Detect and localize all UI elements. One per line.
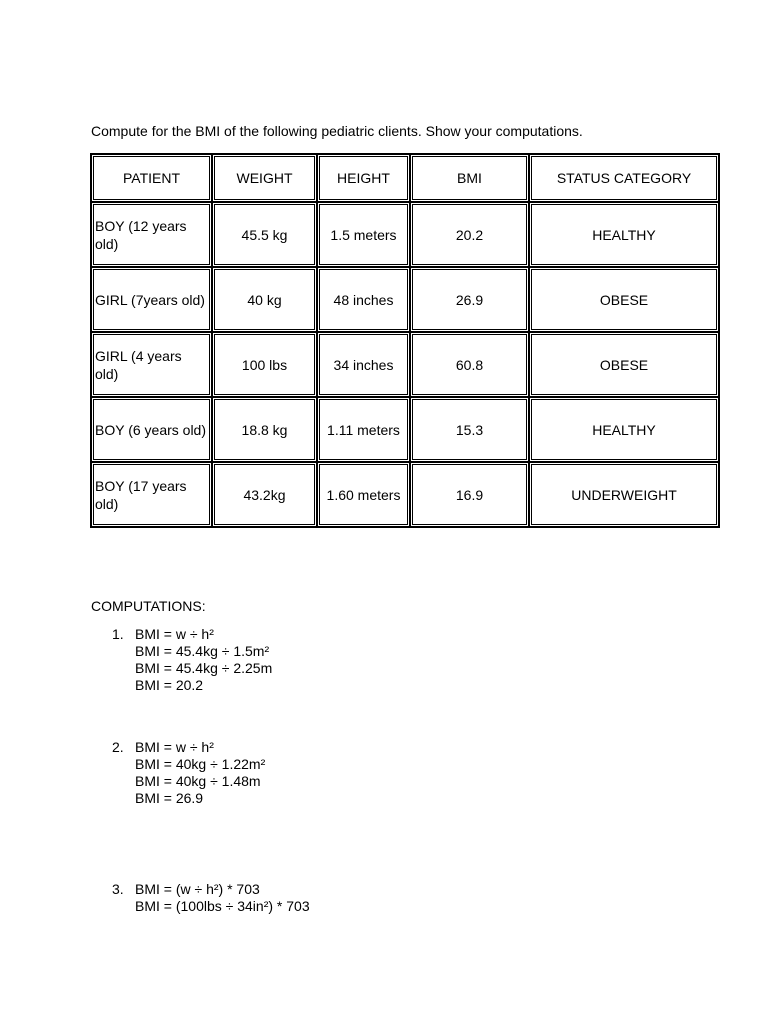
computation-line: BMI = 45.4kg ÷ 2.25m [135, 660, 273, 676]
cell-weight: 40 kg [212, 267, 317, 332]
cell-height: 1.5 meters [317, 202, 410, 267]
cell-status: OBESE [529, 267, 719, 332]
table-header-row [91, 154, 719, 202]
cell-weight: 100 lbs [212, 332, 317, 397]
computations-heading: COMPUTATIONS: [91, 598, 206, 614]
cell-patient: GIRL (4 years old) [91, 332, 212, 397]
computation-line: BMI = w ÷ h² [135, 626, 214, 642]
cell-bmi: 15.3 [410, 397, 529, 462]
cell-weight: 43.2kg [212, 462, 317, 527]
header-height: HEIGHT [317, 154, 410, 202]
computation-line: BMI = 20.2 [135, 677, 204, 693]
cell-status: UNDERWEIGHT [529, 462, 719, 527]
table-row [91, 462, 719, 527]
header-weight: WEIGHT [212, 154, 317, 202]
table-row [91, 332, 719, 397]
table-row [91, 267, 719, 332]
computation-line: BMI = 45.4kg ÷ 1.5m² [135, 643, 270, 659]
cell-status: OBESE [529, 332, 719, 397]
cell-height: 34 inches [317, 332, 410, 397]
bmi-table [90, 153, 720, 528]
step-number: 1. [112, 626, 124, 642]
step-number: 2. [112, 739, 124, 755]
computation-line: BMI = 40kg ÷ 1.48m [135, 773, 261, 789]
cell-patient: BOY (6 years old) [91, 397, 212, 462]
cell-weight: 45.5 kg [212, 202, 317, 267]
computation-line: BMI = 40kg ÷ 1.22m² [135, 756, 266, 772]
cell-weight: 18.8 kg [212, 397, 317, 462]
computation-line: BMI = (w ÷ h²) * 703 [135, 881, 260, 897]
cell-patient: BOY (17 years old) [91, 462, 212, 527]
computation-line: BMI = w ÷ h² [135, 739, 214, 755]
cell-status: HEALTHY [529, 202, 719, 267]
cell-height: 1.60 meters [317, 462, 410, 527]
header-bmi: BMI [410, 154, 529, 202]
table-row [91, 202, 719, 267]
cell-bmi: 26.9 [410, 267, 529, 332]
table-row [91, 397, 719, 462]
step-number: 3. [112, 881, 124, 897]
cell-patient: BOY (12 years old) [91, 202, 212, 267]
computation-line: BMI = (100lbs ÷ 34in²) * 703 [135, 898, 310, 914]
computation-line: BMI = 26.9 [135, 790, 204, 806]
header-patient: PATIENT [91, 154, 212, 202]
instruction-text: Compute for the BMI of the following pediatric clients. Show your computations. [91, 123, 583, 139]
cell-bmi: 16.9 [410, 462, 529, 527]
cell-patient: GIRL (7years old) [91, 267, 212, 332]
cell-height: 1.11 meters [317, 397, 410, 462]
cell-bmi: 60.8 [410, 332, 529, 397]
cell-bmi: 20.2 [410, 202, 529, 267]
cell-height: 48 inches [317, 267, 410, 332]
header-status: STATUS CATEGORY [529, 154, 719, 202]
cell-status: HEALTHY [529, 397, 719, 462]
